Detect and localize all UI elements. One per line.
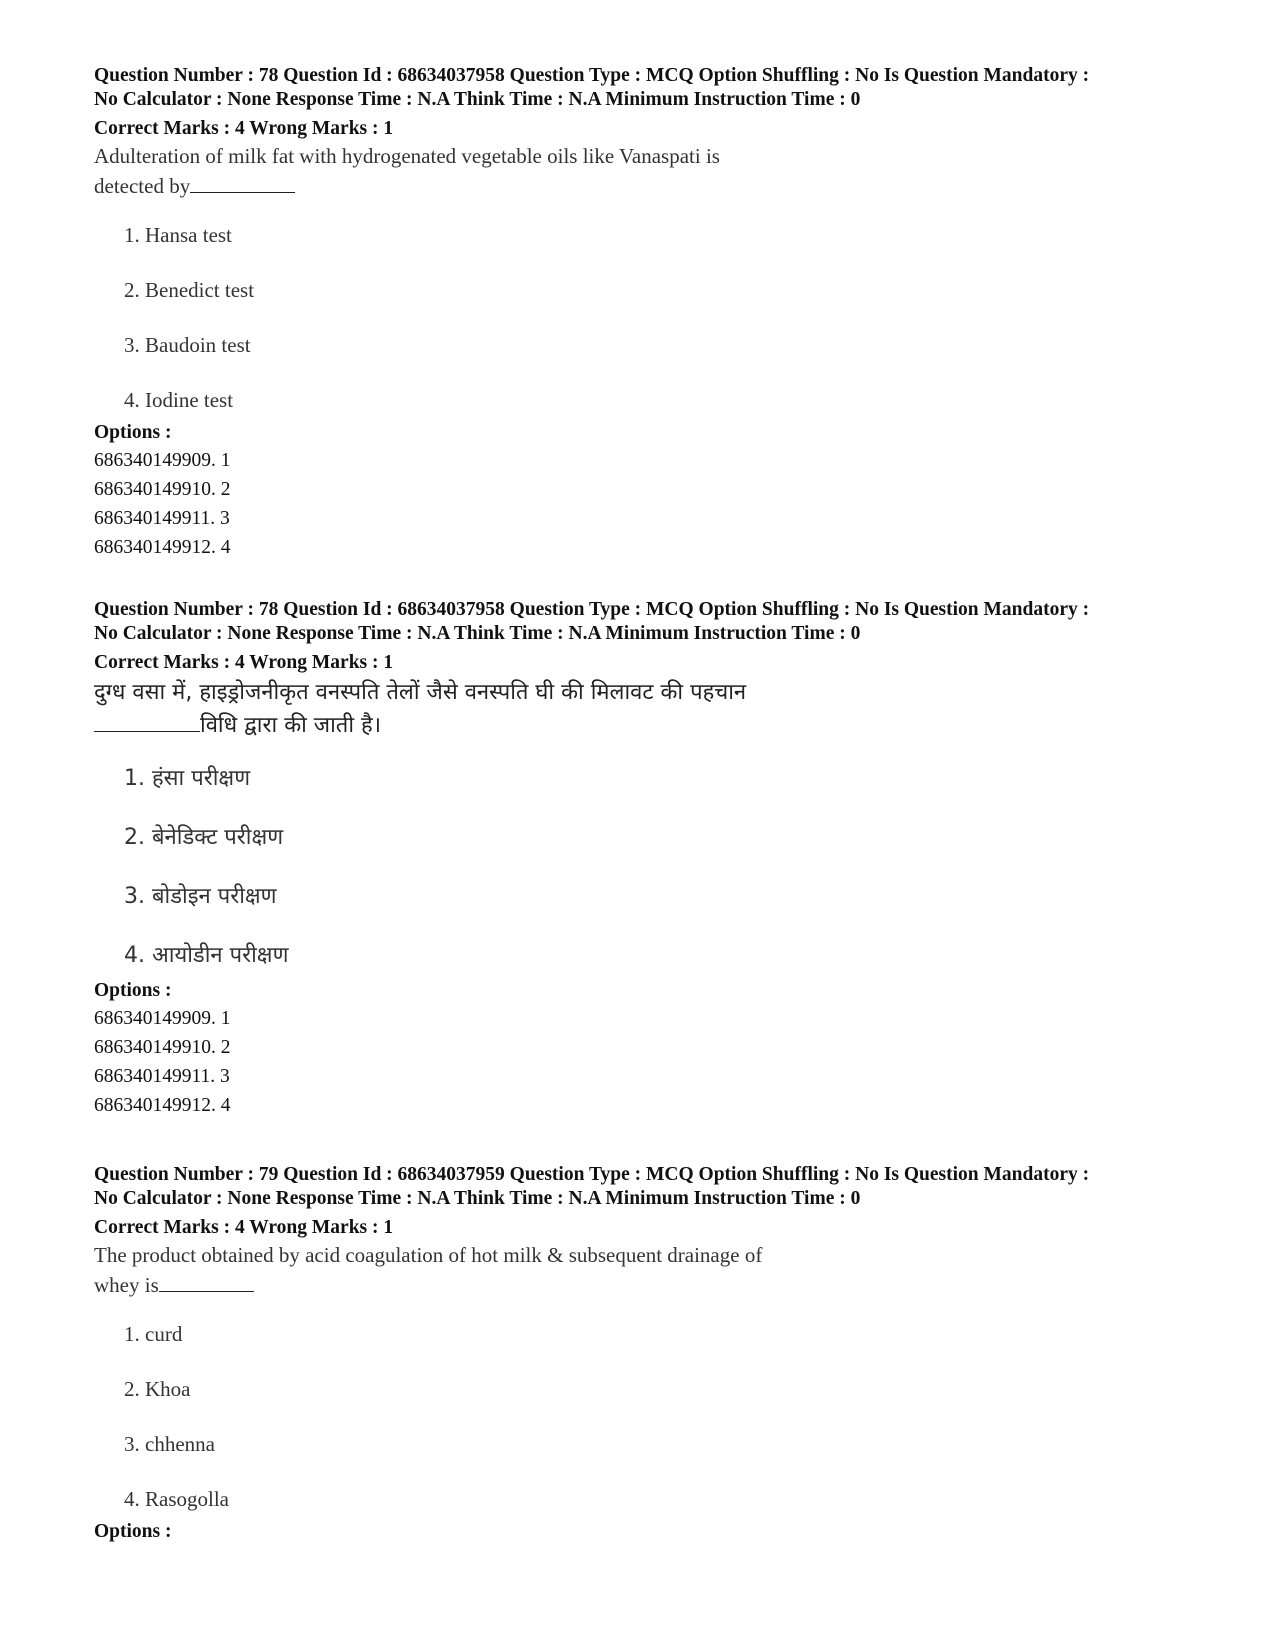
fill-blank [94,709,200,732]
question-header-line: Question Number : 78 Question Id : 68634037958 Question Type : MCQ Option Shuffling : No Is Question Mandatory : [94,599,1090,620]
choice-item: 1. curd [124,1322,183,1346]
option-id-row: 686340149912. 4 [94,1095,231,1116]
choice-list [124,1299,1214,1519]
option-id-row: 686340149911. 3 [94,1066,230,1087]
question-header-line: Question Number : 78 Question Id : 68634037958 Question Type : MCQ Option Shuffling : No Is Question Mandatory : [94,65,1090,86]
options-label: Options : [94,422,172,443]
question-stem-text: whey is [94,1273,159,1297]
question-stem-line [94,170,854,200]
question-stem-line: The product obtained by acid coagulation of hot milk & subsequent drainage of [94,1243,763,1267]
marks-line: Correct Marks : 4 Wrong Marks : 1 [94,1217,394,1238]
question-stem [94,142,854,200]
question-block [94,64,1214,562]
question-header-line: Question Number : 79 Question Id : 68634037959 Question Type : MCQ Option Shuffling : No Is Question Mandatory : [94,1164,1090,1185]
option-id-row: 686340149911. 3 [94,508,230,529]
question-stem [94,1241,854,1299]
choice-list [124,742,1214,978]
option-id-row: 686340149909. 1 [94,450,231,471]
question-header-line: No Calculator : None Response Time : N.A Think Time : N.A Minimum Instruction Time : 0 [94,623,861,644]
question-header-line: No Calculator : None Response Time : N.A Think Time : N.A Minimum Instruction Time : 0 [94,1188,861,1209]
choice-list [124,200,1214,420]
question-stem-text: विधि द्वारा की जाती है। [200,713,382,738]
choice-item: 3. chhenna [124,1432,215,1456]
question-stem-line: दुग्ध वसा में, हाइड्रोजनीकृत वनस्पति तेलों जैसे वनस्पति घी की मिलावट की पहचान [94,680,747,705]
choice-item: 3. बोडोइन परीक्षण [124,884,277,909]
question-stem-line [94,1269,854,1299]
question-block [94,598,1214,1120]
options-label: Options : [94,1521,172,1542]
question-stem-line [94,709,854,742]
question-block [94,1163,1214,1545]
choice-item: 4. आयोडीन परीक्षण [124,943,289,968]
question-header-line: No Calculator : None Response Time : N.A Think Time : N.A Minimum Instruction Time : 0 [94,89,861,110]
option-id-row: 686340149912. 4 [94,537,231,558]
option-id-row: 686340149909. 1 [94,1008,231,1029]
choice-item: 2. बेनेडिक्ट परीक्षण [124,825,284,850]
choice-item: 4. Iodine test [124,388,234,412]
marks-line: Correct Marks : 4 Wrong Marks : 1 [94,118,394,139]
option-id-row: 686340149910. 2 [94,479,231,500]
fill-blank [190,170,295,193]
fill-blank [159,1269,254,1292]
question-stem [94,676,854,742]
choice-item: 2. Benedict test [124,278,255,302]
choice-item: 1. हंसा परीक्षण [124,766,251,791]
choice-item: 3. Baudoin test [124,333,251,357]
options-label: Options : [94,980,172,1001]
question-stem-text: detected by [94,174,191,198]
marks-line: Correct Marks : 4 Wrong Marks : 1 [94,652,394,673]
question-stem-line: Adulteration of milk fat with hydrogenated vegetable oils like Vanaspati is [94,144,720,168]
choice-item: 4. Rasogolla [124,1487,229,1511]
option-id-row: 686340149910. 2 [94,1037,231,1058]
choice-item: 2. Khoa [124,1377,191,1401]
choice-item: 1. Hansa test [124,223,232,247]
